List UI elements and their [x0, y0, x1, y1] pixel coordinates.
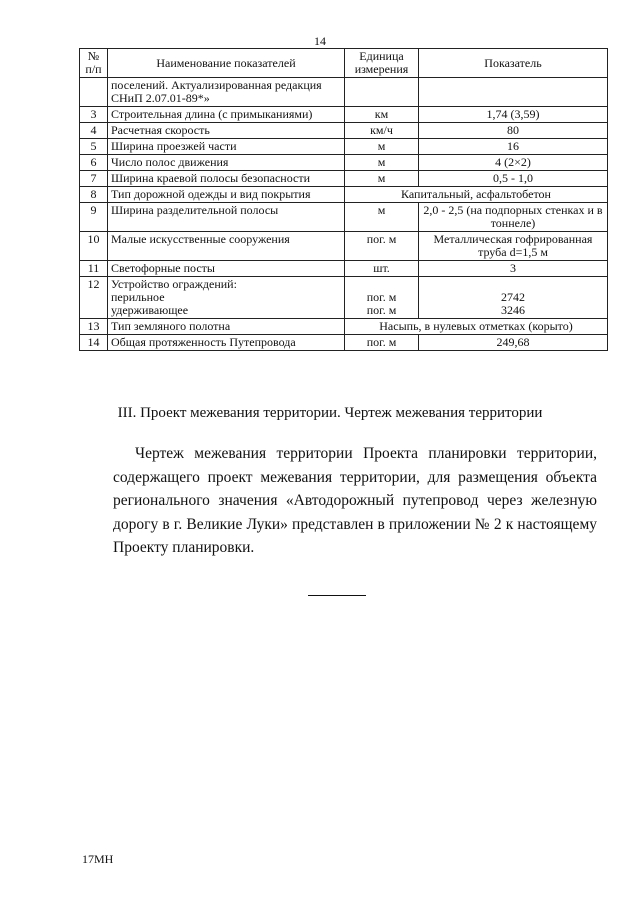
- table-row: 6 Число полос движения м 4 (2×2): [80, 155, 608, 171]
- indicators-table: [79, 48, 608, 351]
- merged-value: Насыпь, в нулевых отметках (корыто): [345, 319, 608, 335]
- merged-value: Капитальный, асфальтобетон: [345, 187, 608, 203]
- table-row: 3 Строительная длина (с примыканиями) км 1,74 (3,59): [80, 107, 608, 123]
- section-title: III. Проект межевания территории. Чертеж межевания территории: [117, 405, 543, 421]
- table-header-row: [80, 49, 608, 78]
- table-row: 13 Тип земляного полотна Насыпь, в нулевых отметках (корыто): [80, 319, 608, 335]
- continuation-text: поселений. Актуализированная редакция СНиП 2.07.01-89*»: [108, 78, 345, 107]
- table-row: 7 Ширина краевой полосы безопасности м 0,5 - 1,0: [80, 171, 608, 187]
- table-row: 4 Расчетная скорость км/ч 80: [80, 123, 608, 139]
- header-num: № п/п: [80, 49, 108, 78]
- header-name: Наименование показателей: [108, 49, 345, 78]
- table-row: 9 Ширина разделительной полосы м 2,0 - 2,5 (на подпорных стенках и в тоннеле): [80, 203, 608, 232]
- header-value: Показатель: [419, 49, 608, 78]
- table-row: [80, 78, 608, 107]
- end-divider: [308, 595, 366, 596]
- table-row: 8 Тип дорожной одежды и вид покрытия Капитальный, асфальтобетон: [80, 187, 608, 203]
- body-paragraph: Чертеж межевания территории Проекта планировки территории, содержащего проект межевания территории, для размещения объекта регионального значения «Автодорожный путепровод через железную дорогу в г. Великие Луки» представлен в приложении № 2 к настоящему Проекту планировки.: [113, 445, 597, 556]
- table-row: 5 Ширина проезжей части м 16: [80, 139, 608, 155]
- page-number: 14: [314, 34, 326, 48]
- table-row: 10 Малые искусственные сооружения пог. м Металлическая гофрированная труба d=1,5 м: [80, 232, 608, 261]
- table-row: 12 Устройство ограждений: перильное удерживающее пог. м пог. м 2742 3246: [80, 277, 608, 319]
- table-row: 14 Общая протяженность Путепровода пог. м 249,68: [80, 335, 608, 351]
- table-row: 11 Светофорные посты шт. 3: [80, 261, 608, 277]
- footer-code: 17МН: [82, 852, 114, 866]
- header-unit: Единица измерения: [345, 49, 419, 78]
